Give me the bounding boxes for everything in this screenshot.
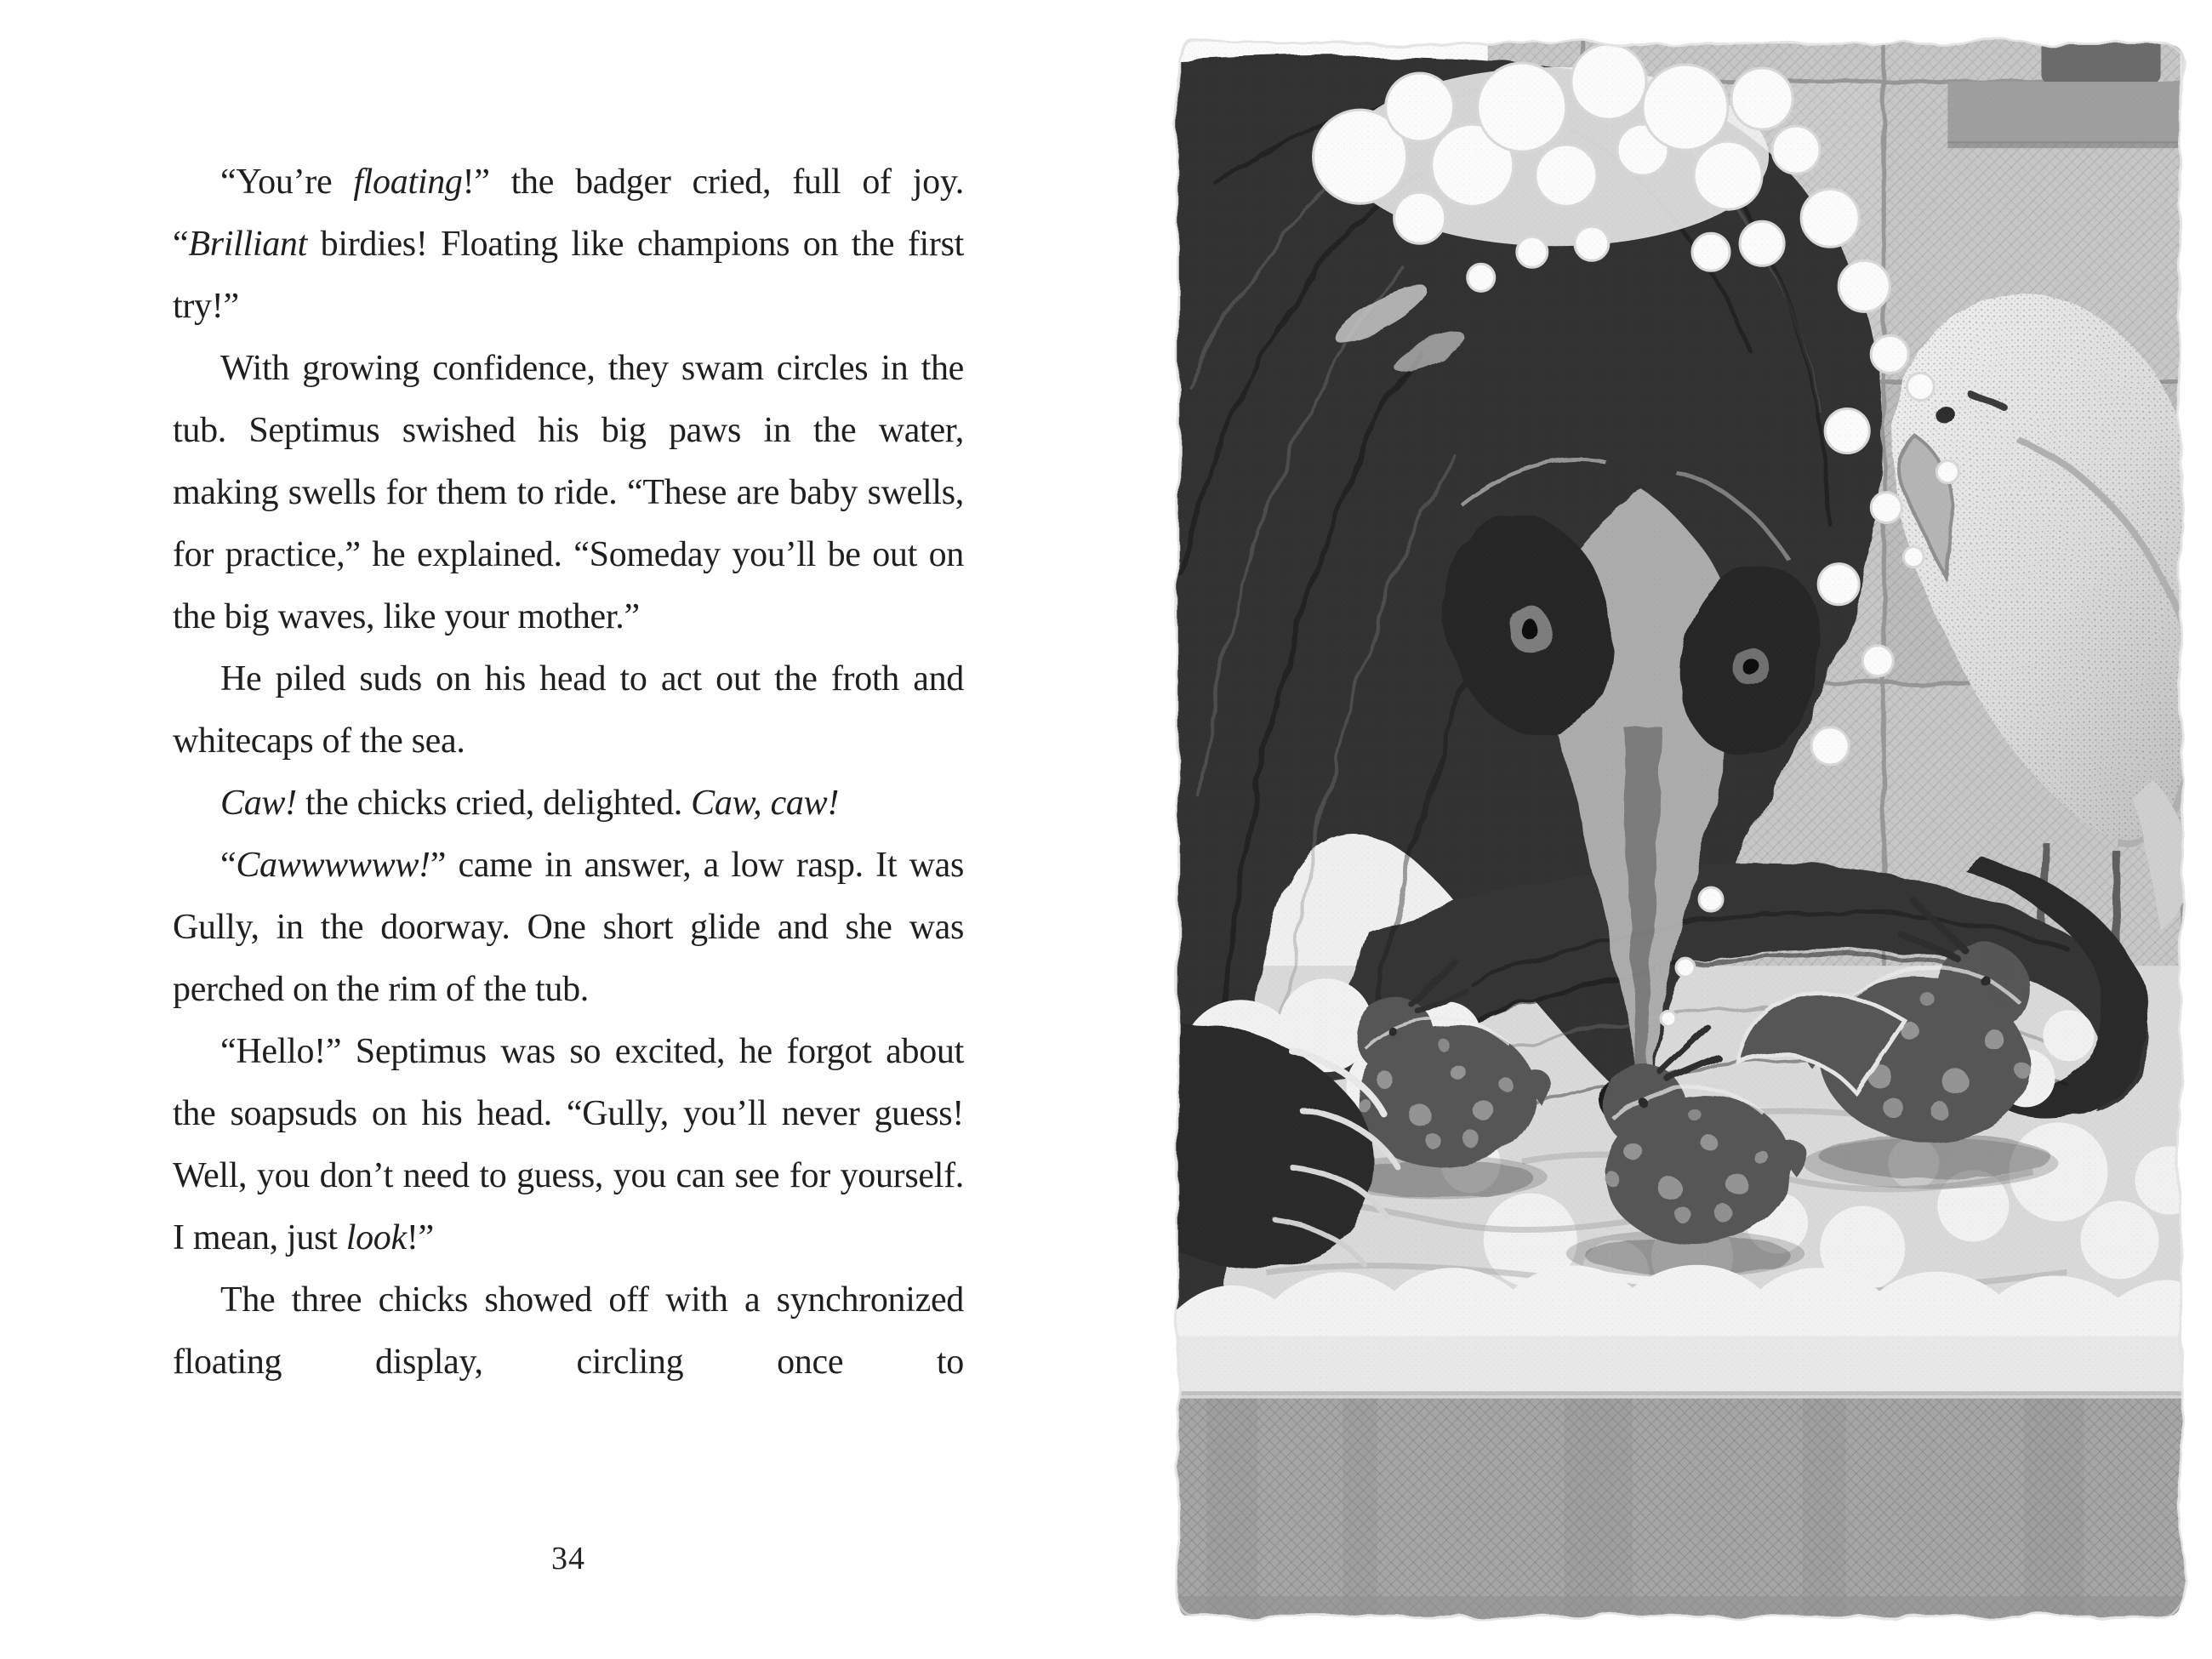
- story-paragraph: Caw! the chicks cried, delighted. Caw, caw!: [220, 784, 840, 823]
- story-paragraph: He piled suds on his head to act out the froth and whitecaps of the sea.: [173, 659, 964, 761]
- story-paragraph: “Cawwwwww!” came in answer, a low rasp. It was Gully, in the doorway. One short glide and she was perched on the rim of the tub.: [173, 846, 964, 1009]
- right-page: [1164, 29, 2195, 1630]
- story-paragraph: “You’re floating!” the badger cried, full of joy. “Brilliant birdies! Floating like champions on the first try!”: [173, 162, 965, 326]
- story-text: [173, 151, 964, 1394]
- page-number: 34: [551, 1541, 585, 1576]
- bath-illustration: [1164, 29, 2195, 1630]
- story-paragraph: “Hello!” Septimus was so excited, he forgot about the soapsuds on his head. “Gully, you’ll never guess! Well, you don’t need to guess, you can see for yourself. I mean, just look!”: [173, 1032, 964, 1257]
- story-paragraph: With growing confidence, they swam circles in the tub. Septimus swished his big paws in the water, making swells for them to ride. “These are baby swells, for practice,” he explained. “Someday you’ll be out on the big waves, like your mother.”: [173, 349, 964, 636]
- story-paragraph: The three chicks showed off with a synchronized floating display, circling once to: [173, 1280, 964, 1382]
